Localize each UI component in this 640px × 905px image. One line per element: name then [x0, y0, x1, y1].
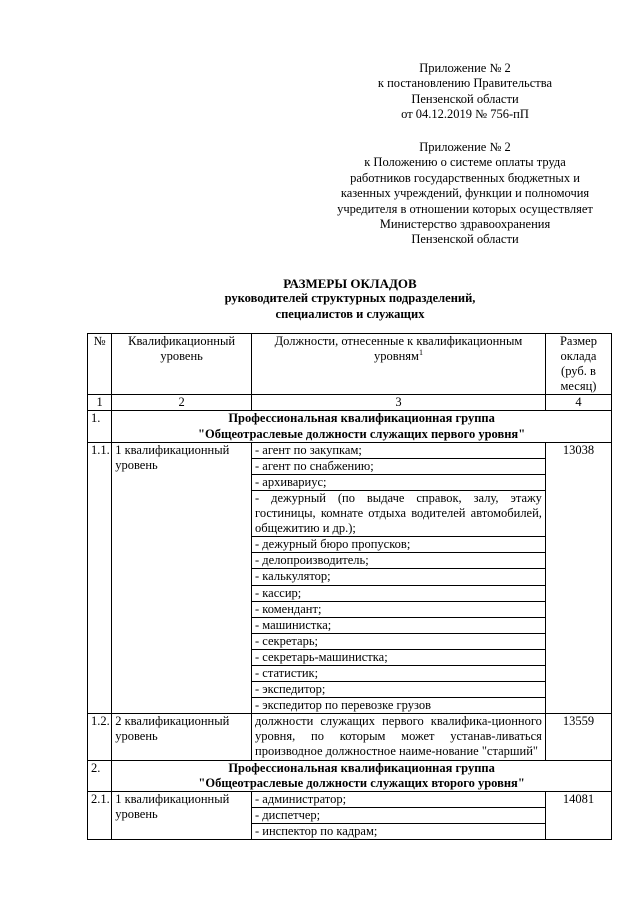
- column-index: 2: [112, 395, 252, 411]
- header-salary: Размер оклада (руб. в месяц): [545, 334, 611, 395]
- appendix-line: Приложение № 2: [419, 61, 511, 75]
- header-level: Квалификационный уровень: [112, 334, 252, 395]
- position-item: - администратор;: [255, 791, 347, 806]
- document-subtitle: руководителей структурных подразделений,: [224, 291, 476, 306]
- document-heading: [90, 276, 610, 322]
- position-item: - агент по закупкам;: [255, 442, 362, 457]
- group-title-line: "Общеотраслевые должности служащих второго уровня": [198, 775, 525, 790]
- position-item: - архивариус;: [252, 474, 545, 490]
- group-num: 1.: [88, 411, 112, 442]
- position-item: - калькулятор;: [252, 568, 545, 584]
- table-row: [88, 442, 612, 714]
- header-positions: [252, 334, 546, 395]
- table-row: [88, 791, 612, 839]
- salary-table: [87, 333, 612, 840]
- document-title: РАЗМЕРЫ ОКЛАДОВ: [283, 276, 417, 291]
- appendix-line: Приложение № 2: [419, 140, 511, 154]
- appendix-line: Пензенской области: [411, 91, 519, 106]
- row-positions: [252, 791, 546, 839]
- appendix-line: к Положению о системе оплаты труда: [364, 155, 566, 170]
- table-header-row: [88, 334, 612, 395]
- position-item: - экспедитор;: [252, 681, 545, 697]
- group-row: [88, 760, 612, 791]
- appendix-line: от 04.12.2019 № 756-пП: [401, 107, 529, 122]
- position-item: - дежурный (по выдаче справок, залу, этажу гостиницы, комнате отдыха водителей автомобилей, общежитию и др.);: [252, 490, 545, 536]
- row-level: 1 квалификационный уровень: [112, 442, 252, 714]
- group-title: [112, 411, 612, 442]
- row-level: 1 квалификационный уровень: [112, 791, 252, 839]
- row-num: 1.2.: [88, 714, 112, 760]
- header-positions-label: Должности, отнесенные к квалификационным уровням: [274, 334, 523, 364]
- row-num: 1.1.: [88, 442, 112, 714]
- column-index-row: [88, 395, 612, 411]
- position-item: - агент по снабжению;: [252, 458, 545, 474]
- row-salary: 13038: [545, 442, 611, 714]
- row-num: 2.1.: [88, 791, 112, 839]
- row-level: 2 квалификационный уровень: [112, 714, 252, 760]
- position-item: - делопроизводитель;: [252, 552, 545, 568]
- column-index: 4: [545, 395, 611, 411]
- position-item: - машинистка;: [252, 617, 545, 633]
- appendix-reference-resolution: [330, 61, 600, 123]
- group-row: [88, 411, 612, 442]
- position-item: - секретарь;: [252, 633, 545, 649]
- group-num: 2.: [88, 760, 112, 791]
- appendix-line: учредителя в отношении которых осуществляет: [337, 201, 593, 216]
- position-item: - экспедитор по перевозке грузов: [252, 697, 545, 713]
- group-title-line: "Общеотраслевые должности служащих первого уровня": [198, 426, 526, 441]
- position-item: - инспектор по кадрам;: [252, 823, 545, 839]
- position-item: - статистик;: [252, 665, 545, 681]
- row-positions: должности служащих первого квалифика-ционного уровня, по которым может устанав-ливаться производное должностное наиме-нование "старший": [252, 714, 546, 760]
- appendix-line: к постановлению Правительства: [377, 76, 553, 91]
- column-index: 1: [88, 395, 112, 411]
- position-item: - диспетчер;: [252, 807, 545, 823]
- position-item: - комендант;: [252, 601, 545, 617]
- row-salary: 13559: [545, 714, 611, 760]
- footnote-marker: 1: [418, 347, 423, 357]
- appendix-line: казенных учреждений, функции и полномочия: [340, 186, 590, 201]
- row-salary: 14081: [545, 791, 611, 839]
- group-title-line: Профессиональная квалификационная группа: [228, 760, 495, 775]
- table-row: [88, 714, 612, 760]
- appendix-line: Пензенской области: [411, 232, 519, 247]
- document-subtitle: специалистов и служащих: [275, 306, 425, 321]
- column-index: 3: [252, 395, 546, 411]
- row-positions: [252, 442, 546, 714]
- appendix-line: Министерство здравоохранения: [379, 217, 551, 232]
- appendix-reference-regulation: [330, 140, 600, 248]
- group-title: [112, 760, 612, 791]
- group-title-line: Профессиональная квалификационная группа: [228, 411, 495, 426]
- position-item: - кассир;: [252, 585, 545, 601]
- appendix-line: работников государственных бюджетных и: [350, 170, 580, 185]
- header-num: №: [88, 334, 112, 395]
- position-item: - дежурный бюро пропусков;: [252, 536, 545, 552]
- position-item: - секретарь-машинистка;: [252, 649, 545, 665]
